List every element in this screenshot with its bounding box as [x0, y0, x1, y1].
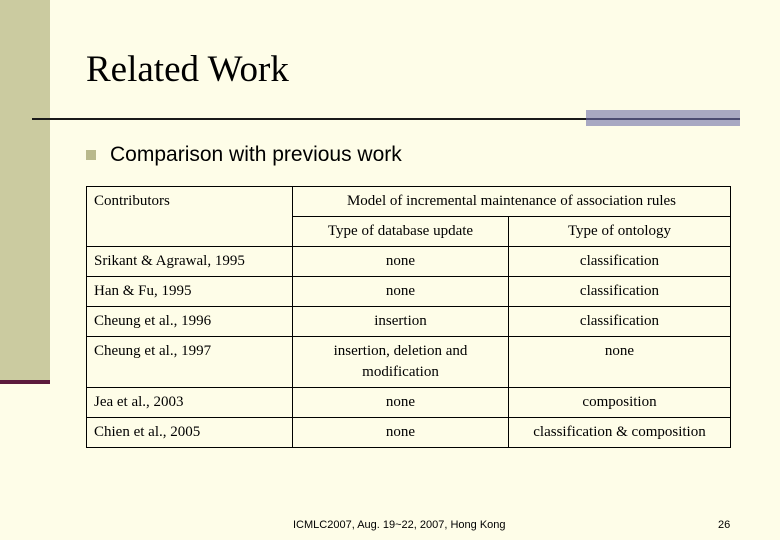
cell-update: none	[293, 277, 509, 307]
table-header-row	[87, 187, 731, 217]
cell-update: none	[293, 247, 509, 277]
cell-ontology: classification	[509, 277, 731, 307]
title-rule-accent-line	[586, 118, 740, 120]
table-row	[87, 418, 731, 448]
bullet-square-icon	[86, 150, 96, 160]
left-decor-bar	[0, 0, 50, 382]
cell-ontology: classification & composition	[509, 418, 731, 448]
cell-update: insertion	[293, 307, 509, 337]
cell-update: insertion, deletion and modification	[293, 337, 509, 388]
table-row	[87, 388, 731, 418]
cell-update: none	[293, 388, 509, 418]
header-model: Model of incremental maintenance of association rules	[293, 187, 731, 217]
left-decor-bar-cap	[0, 380, 50, 384]
footer-conference: ICMLC2007, Aug. 19~22, 2007, Hong Kong	[293, 519, 506, 531]
cell-contributor: Jea et al., 2003	[87, 388, 293, 418]
header-ontology: Type of ontology	[509, 217, 731, 247]
comparison-table	[86, 186, 731, 448]
cell-ontology: composition	[509, 388, 731, 418]
cell-contributor: Cheung et al., 1996	[87, 307, 293, 337]
header-contributors: Contributors	[87, 187, 293, 247]
bullet-item	[86, 143, 402, 167]
slide-title: Related Work	[86, 49, 289, 90]
cell-contributor: Srikant & Agrawal, 1995	[87, 247, 293, 277]
cell-contributor: Han & Fu, 1995	[87, 277, 293, 307]
page-number: 26	[718, 519, 731, 531]
cell-ontology: classification	[509, 307, 731, 337]
bullet-text: Comparison with previous work	[110, 143, 402, 166]
table-row	[87, 247, 731, 277]
cell-update: none	[293, 418, 509, 448]
cell-contributor: Chien et al., 2005	[87, 418, 293, 448]
header-db-update: Type of database update	[293, 217, 509, 247]
table-row	[87, 337, 731, 388]
table-row	[87, 307, 731, 337]
table-row	[87, 277, 731, 307]
cell-contributor: Cheung et al., 1997	[87, 337, 293, 388]
cell-ontology: none	[509, 337, 731, 388]
cell-ontology: classification	[509, 247, 731, 277]
